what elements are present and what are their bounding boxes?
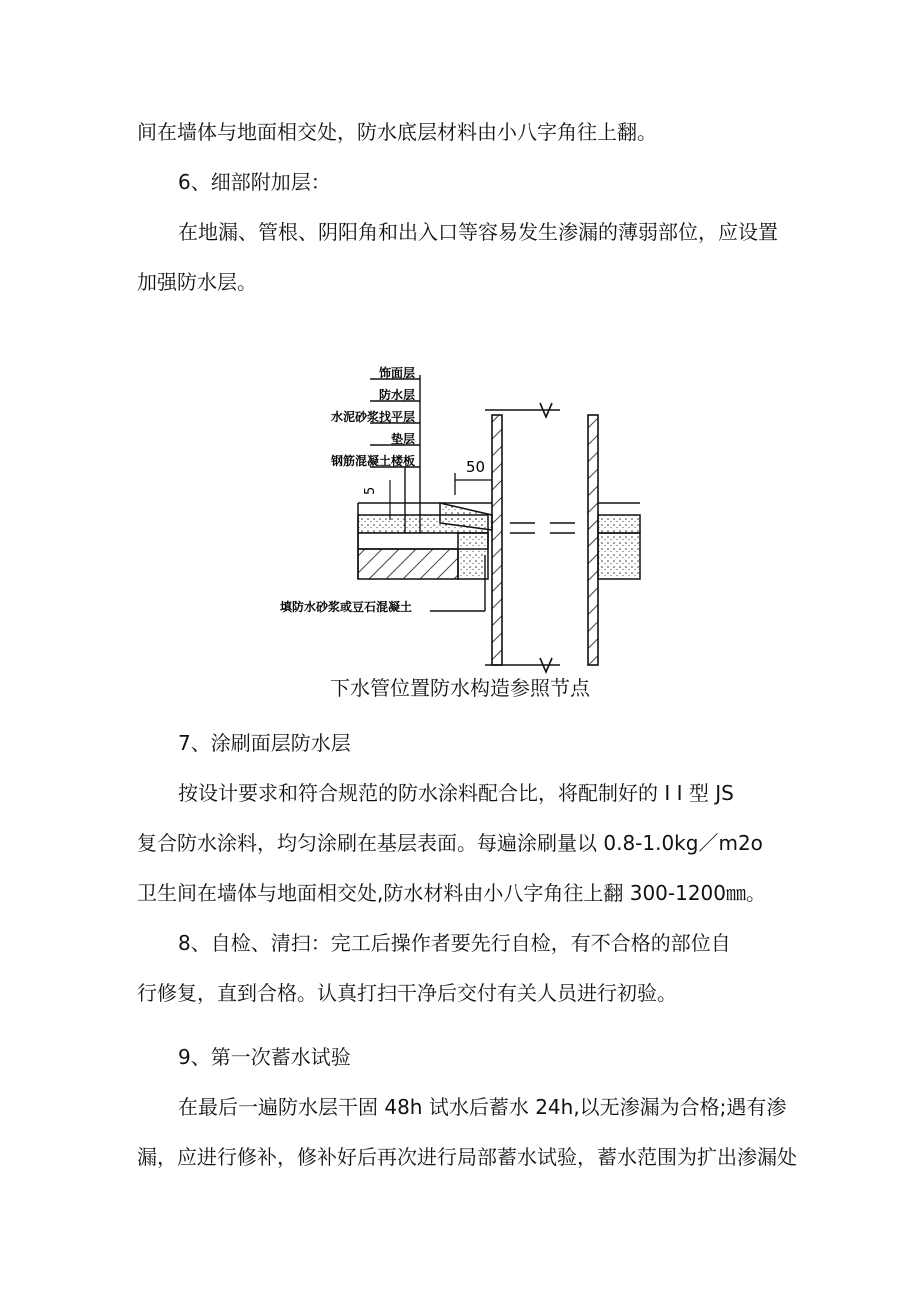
section-heading-9: 9、第一次蓄水试验 [178,1045,351,1069]
dimension-50: 50 [466,458,486,476]
label-finish-layer: 饰面层 [378,366,415,380]
figure-caption: 下水管位置防水构造参照节点 [330,676,590,700]
section-heading-6: 6、细部附加层： [178,170,331,194]
label-cushion-layer: 垫层 [390,432,415,446]
paragraph-text: 加强防水层。 [137,270,257,294]
paragraph-text: 卫生间在墙体与地面相交处,防水材料由小八字角往上翻 300-1200㎜。 [137,881,767,905]
section-heading-8: 8、自检、清扫：完工后操作者要先行自检，有不合格的部位自 [178,931,731,955]
paragraph-text: 按设计要求和符合规范的防水涂料配合比，将配制好的 I I 型 JS [178,781,734,805]
paragraph-text: 行修复，直到合格。认真打扫干净后交付有关人员进行初验。 [137,981,677,1005]
section-heading-7: 7、涂刷面层防水层 [178,731,351,755]
label-fill-material: 填防水砂浆或豆石混凝土 [280,600,413,614]
waterproof-detail-figure [270,355,650,675]
slab-layers-right [598,503,640,579]
label-screed-layer: 水泥砂浆找平层 [330,410,415,424]
paragraph-text: 间在墙体与地面相交处，防水底层材料由小八字角往上翻。 [137,120,657,144]
slab-layers-left [358,503,492,579]
paragraph-text: 在地漏、管根、阴阳角和出入口等容易发生渗漏的薄弱部位，应设置 [178,220,778,244]
dimension-5: 5 [363,486,378,495]
pipe-section-drawing [270,355,650,675]
paragraph-text: 漏，应进行修补，修补好后再次进行局部蓄水试验，蓄水范围为扩出渗漏处 [137,1145,797,1169]
drain-pipe [485,403,598,672]
label-waterproof-layer: 防水层 [378,388,415,402]
paragraph-text: 在最后一遍防水层干固 48h 试水后蓄水 24h,以无渗漏为合格;遇有渗 [178,1095,787,1119]
paragraph-text: 复合防水涂料，均匀涂刷在基层表面。每遍涂刷量以 0.8-1.0kg／m2o [137,831,763,855]
label-rc-slab: 钢筋混凝土楼板 [330,454,415,468]
